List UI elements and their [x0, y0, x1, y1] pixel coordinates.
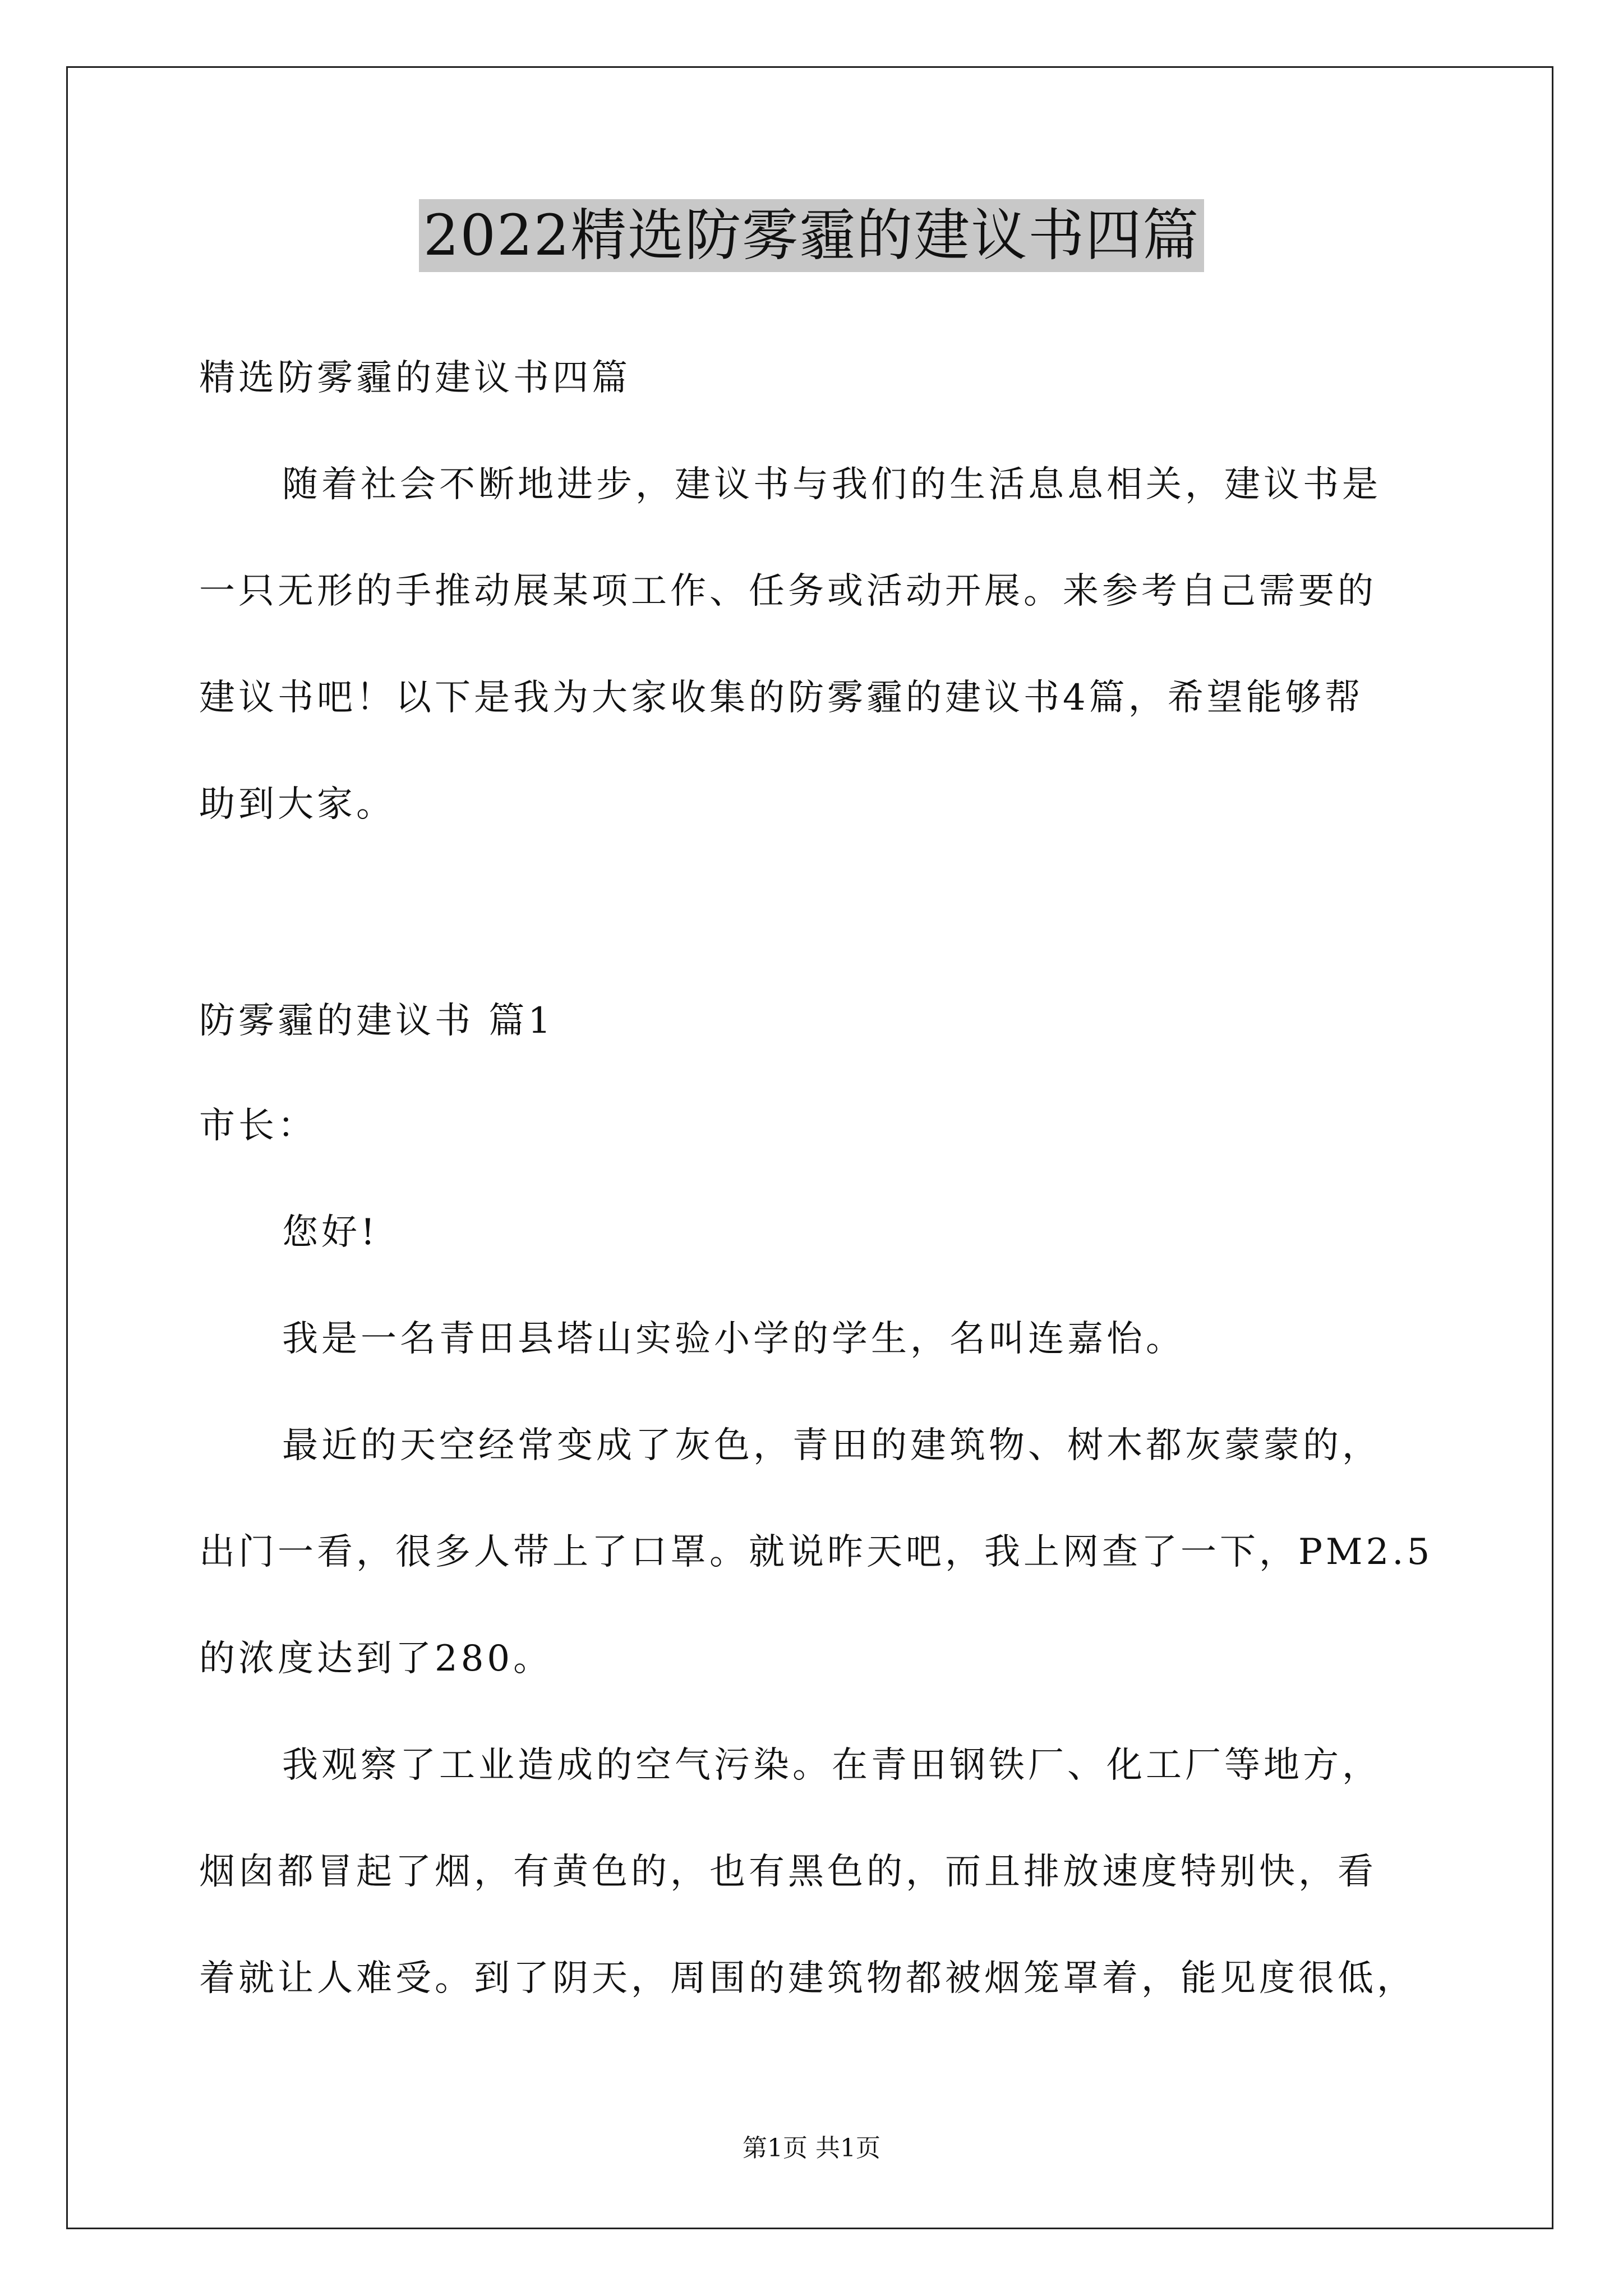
body-line-3: 出门一看，很多人带上了口罩。就说昨天吧，我上网查了一下，PM2.5 [199, 1531, 1433, 1573]
intro-line-2: 一只无形的手推动展某项工作、任务或活动开展。来参考自己需要的 [199, 570, 1377, 612]
intro-line-4: 助到大家。 [199, 784, 395, 825]
intro-line-3: 建议书吧！以下是我为大家收集的防雾霾的建议书4篇，希望能够帮 [199, 677, 1364, 719]
document-subtitle: 精选防雾霾的建议书四篇 [199, 357, 631, 399]
document-title: 2022精选防雾霾的建议书四篇 [419, 199, 1205, 272]
body-line-6: 烟囱都冒起了烟，有黄色的，也有黑色的，而且排放速度特别快，看 [199, 1851, 1377, 1893]
body-line-2: 最近的天空经常变成了灰色，青田的建筑物、树木都灰蒙蒙的， [282, 1425, 1381, 1466]
greeting: 您好! [282, 1212, 379, 1253]
body-line-5: 我观察了工业造成的空气污染。在青田钢铁厂、化工厂等地方， [282, 1745, 1381, 1786]
salutation: 市长： [199, 1105, 317, 1147]
body-line-7: 着就让人难受。到了阴天，周围的建筑物都被烟笼罩着，能见度很低， [199, 1958, 1416, 1999]
body-line-1: 我是一名青田县塔山实验小学的学生，名叫连嘉怡。 [282, 1318, 1185, 1360]
intro-line-1: 随着社会不断地进步，建议书与我们的生活息息相关，建议书是 [282, 464, 1381, 505]
section-heading: 防雾霾的建议书 篇1 [199, 1000, 555, 1042]
body-line-4: 的浓度达到了280。 [199, 1638, 553, 1680]
page-footer: 第1页 共1页 [743, 2134, 880, 2162]
title-container [0, 199, 1623, 272]
